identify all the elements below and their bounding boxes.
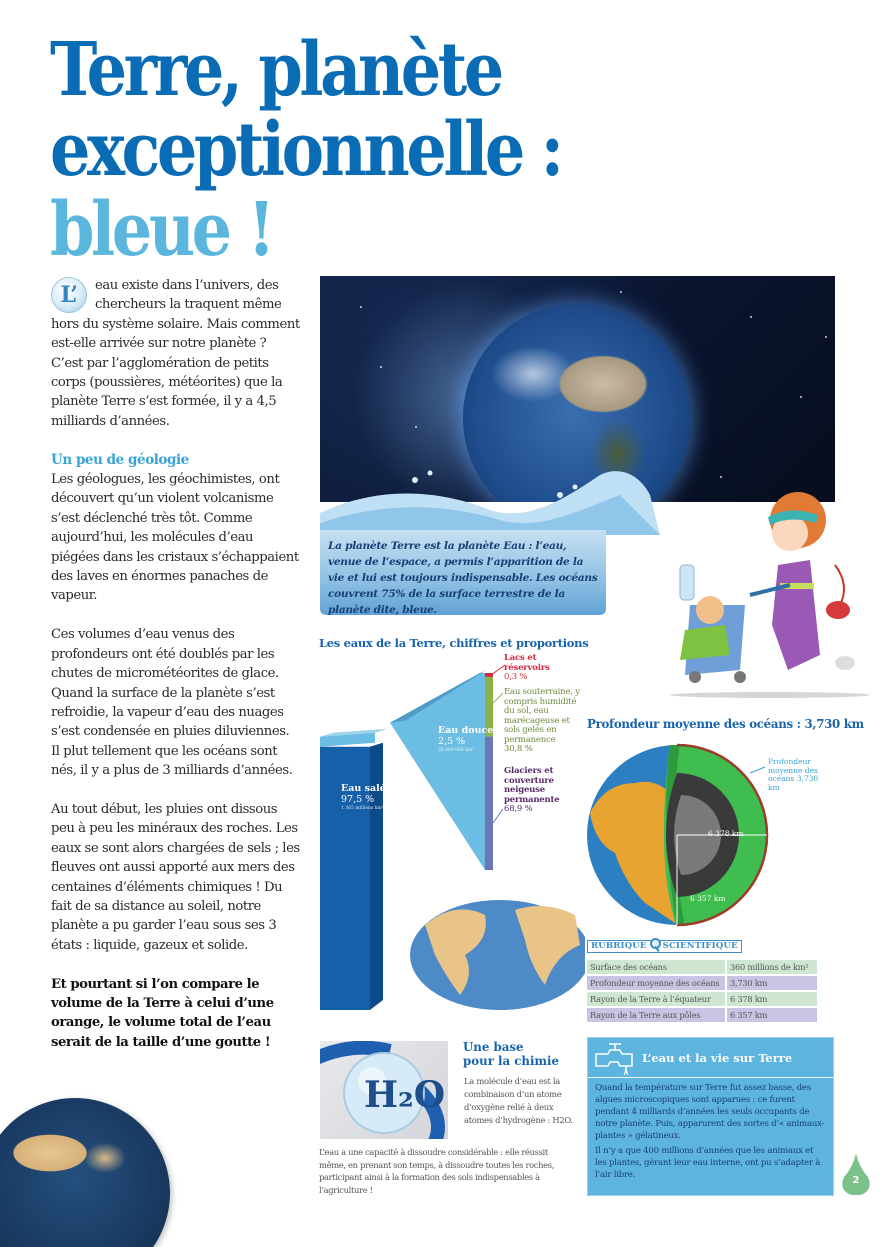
row-value: 3,730 km: [727, 976, 817, 990]
rubrique-label-left: RUBRIQUE: [591, 941, 647, 951]
life-box-body: [588, 1078, 833, 1188]
earth-cross-section-diagram: [585, 743, 785, 928]
glaciers-leader-line: [493, 809, 503, 823]
salt-water-volume: 1 365 millions km³: [341, 806, 384, 811]
groundwater-leader-line: [493, 693, 503, 703]
lakes-label: [504, 654, 564, 683]
lakes-name: Lacs et réservoirs: [504, 653, 550, 673]
groundwater-pct: 30,8 %: [504, 744, 533, 754]
ocean-depth-title: Profondeur moyenne des océans : 3,730 km: [587, 717, 864, 731]
page-number: 2: [852, 1175, 860, 1186]
h2o-text: H₂O: [364, 1074, 446, 1116]
geology-heading: Un peu de géologie: [51, 451, 189, 468]
water-drop-icon: [841, 1153, 871, 1195]
page-number-drop: [841, 1153, 871, 1195]
glaciers-name: Glaciers et couverture neigeuse permanente: [504, 766, 560, 805]
water-chart-title: Les eaux de la Terre, chiffres et proportions: [319, 636, 589, 650]
table-row: [587, 992, 817, 1006]
hero-caption: La planète Terre est la planète Eau : l’eau, venue de l’espace, a permis l’apparition de la vie et lui est toujours indispensable. Les océans couvrent 75% de la surface terrestre de la planète dite, bleue.: [320, 530, 606, 615]
h2o-molecule-image: [320, 1041, 448, 1139]
lakes-leader-line: [491, 665, 505, 675]
drop-cap: L’: [51, 277, 87, 313]
glaciers-label: [504, 767, 574, 815]
salt-water-name: Eau salée: [341, 783, 392, 794]
row-label: Rayon de la Terre à l’équateur: [587, 992, 727, 1006]
title-line-1: Terre, planète: [50, 27, 501, 113]
title-line-2: exceptionnelle :: [50, 107, 561, 193]
title-accent: bleue !: [50, 187, 272, 273]
geology-paragraph-3: Au tout début, les pluies ont dissous peu à peu les minéraux des roches. Les eaux se sont alors chargées de sels ; les fleuves ont aussi apporté aux mers des centaines d’éléments chimiques ! Du fait de sa distance au soleil, notre planète a pu garder l’eau sous ses 3 états : liquide, gazeux et solide.: [51, 801, 300, 953]
row-value: 6 378 km: [727, 992, 817, 1006]
intro-text: eau existe dans l’univers, des chercheurs la traquent même hors du système solaire. Mais comment est-elle arrivée sur notre planète ? C’est par l’agglomération de petits corps (poussières, météorites) que la planète Terre s’est formée, il y a 4,5 milliards d’années.: [51, 278, 300, 429]
magnifier-icon: [649, 941, 661, 953]
chemistry-body: La molécule d’eau est la combinaison d’un atome d’oxygène relié à deux atomes d’hydrogène : H2O.: [464, 1076, 573, 1125]
table-row: [587, 1008, 817, 1022]
life-box-header: [588, 1038, 833, 1078]
closing-statement: Et pourtant si l’on compare le volume de la Terre à celui d’une orange, le volume total de l’eau serait de la taille d’une goutte !: [51, 976, 274, 1050]
chemistry-title-line-1: Une base: [463, 1040, 524, 1054]
depth-note: Profondeur moyenne des océans 3,730 km: [768, 757, 819, 792]
geology-paragraph-1: Les géologues, les géochimistes, ont découvert qu’un violent volcanisme s’est déclenché très tôt. Comme aujourd’hui, les molécules d’eau piégées dans les cristaux s’échappaient des laves en énormes panaches de vapeur.: [51, 472, 299, 604]
main-article: [51, 276, 301, 1072]
table-row: [587, 976, 817, 990]
chemistry-footer: L’eau a une capacité à dissoudre considérable : elle réussit même, en prenant son temps, à dissoudre toutes les roches, participant ainsi à la formation des sols indispensables à l’agriculture !: [319, 1147, 555, 1195]
fresh-water-pct: 2,5 %: [438, 736, 466, 747]
intro-paragraph: [51, 276, 301, 431]
rubrique-label-right: SCIENTIFIQUE: [662, 941, 738, 951]
row-label: Profondeur moyenne des océans: [587, 976, 727, 990]
water-splash-illustration: [320, 465, 660, 535]
fresh-water-label: [438, 725, 493, 755]
water-and-life-box: [587, 1037, 834, 1196]
row-value: 360 millions de km²: [727, 960, 817, 974]
life-paragraph-2: Il n’y a que 400 millions d’années que les animaux et les plantes, gérant leur eau interne, ont pu s’adapter à l’air libre.: [595, 1146, 821, 1180]
chemistry-title: [463, 1040, 559, 1068]
science-facts-table: [587, 958, 817, 1024]
water-tap-icon: [594, 1040, 636, 1076]
row-label: Surface des océans: [587, 960, 727, 974]
glaciers-pct: 68,9 %: [504, 804, 533, 814]
lakes-pct: 0,3 %: [504, 672, 528, 682]
rubrique-scientifique-badge: [587, 940, 742, 953]
chemistry-title-line-2: pour la chimie: [463, 1054, 559, 1068]
row-value: 6 357 km: [727, 1008, 817, 1022]
row-label: Rayon de la Terre aux pôles: [587, 1008, 727, 1022]
fresh-water-volume: 35 000 000 km³: [438, 748, 474, 753]
life-box-title: L’eau et la vie sur Terre: [642, 1050, 793, 1065]
equator-radius-label: 6 378 km: [708, 829, 744, 838]
groundwater-label: [504, 688, 580, 755]
polar-radius-label: 6 357 km: [690, 894, 726, 903]
page-title: [50, 27, 755, 273]
table-row: [587, 960, 817, 974]
groundwater-name: Eau souterraine, y compris humidité du sol, eau marécageuse et sols gelés en permanence: [504, 687, 580, 745]
fresh-water-name: Eau douce: [438, 725, 494, 736]
glaciers-segment: [485, 737, 493, 870]
fresh-water-wedge: [390, 673, 485, 870]
earth-photo-bottom: [0, 1098, 170, 1247]
salt-water-pct: 97,5 %: [341, 794, 375, 805]
salt-water-label: [341, 783, 392, 813]
mother-and-child-cartoon: [650, 455, 885, 705]
geology-paragraph-2: Ces volumes d’eau venus des profondeurs ont été doublés par les chutes de micrométéorites de glace. Quand la surface de la planète s’est refroidie, la vapeur d’eau des nuages s’est condensée en pluies diluviennes. Il plut tellement que les océans sont nés, il y a plus de 3 milliards d’années.: [51, 627, 293, 779]
life-paragraph-1: Quand la température sur Terre fut assez basse, des algues microscopiques sont apparues : ce furent pendant 4 milliards d’années les seuls occupants de notre planète. Puis, apparurent des sortes d’« animaux-plantes » gélatineux.: [595, 1083, 825, 1141]
